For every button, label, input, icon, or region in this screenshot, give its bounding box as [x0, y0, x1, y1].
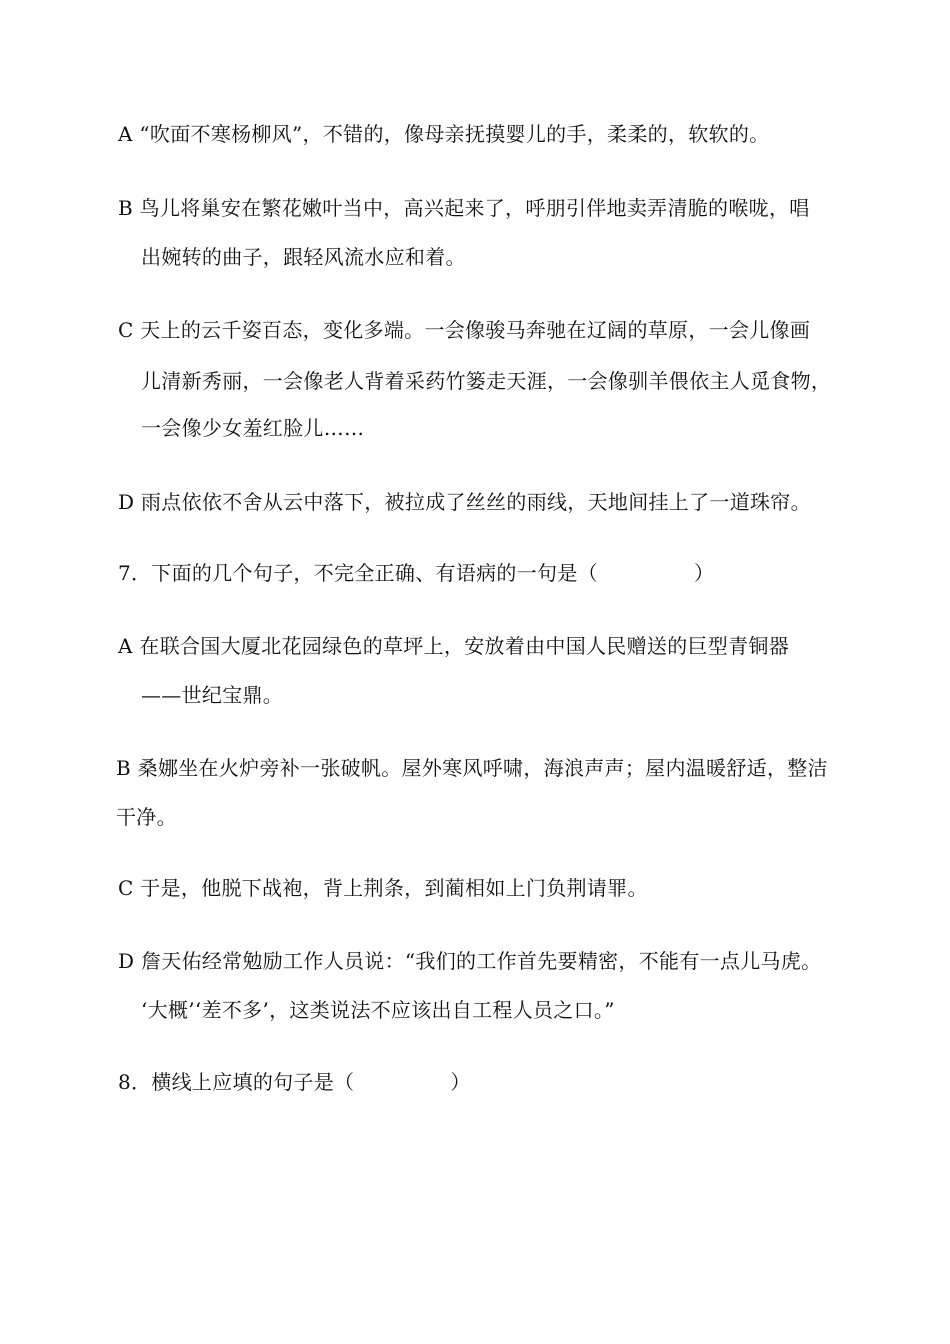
q7-option-b-line2: 干净。 — [116, 805, 177, 829]
q7-option-a-line2: ——世纪宝鼎。 — [141, 683, 284, 707]
q6-option-a: A “吹面不寒杨柳风”，不错的，像母亲抚摸婴儿的手，柔柔的，软软的。 — [118, 122, 770, 146]
q8-stem-text: 8．横线上应填的句子是（ — [118, 1070, 355, 1094]
q7-stem-text: 7．下面的几个句子，不完全正确、有语病的一句是（ — [118, 561, 598, 585]
q7-option-d-line2: ‘大概’‘差不多’，这类说法不应该出自工程人员之口。” — [141, 998, 615, 1022]
q8-stem — [118, 1068, 471, 1096]
q7-option-d-line1: D 詹天佑经常勉励工作人员说：“我们的工作首先要精密，不能有一点儿马虎。 — [118, 949, 822, 973]
q6-option-b-line1: B 鸟儿将巢安在繁花嫩叶当中，高兴起来了，呼朋引伴地卖弄清脆的喉咙，唱 — [118, 196, 810, 220]
q7-stem — [118, 559, 714, 587]
q6-option-c-line2: 儿清新秀丽，一会像老人背着采药竹篓走天涯，一会像驯羊偎依主人觅食物， — [141, 369, 832, 393]
q7-stem-close: ） — [693, 561, 715, 585]
q6-option-c-line1: C 天上的云千姿百态，变化多端。一会像骏马奔驰在辽阔的草原，一会儿像画 — [118, 318, 811, 342]
q6-option-c-line3: 一会像少女羞红脸儿…… — [141, 416, 365, 440]
q7-option-a-line1: A 在联合国大厦北花园绿色的草坪上，安放着由中国人民赠送的巨型青铜器 — [118, 634, 789, 658]
q7-option-c: C 于是，他脱下战袍，背上荆条，到蔺相如上门负荆请罪。 — [118, 876, 648, 900]
q6-option-d: D 雨点依依不舍从云中落下，被拉成了丝丝的雨线，天地间挂上了一道珠帘。 — [118, 490, 811, 514]
q6-option-b-line2: 出婉转的曲子，跟轻风流水应和着。 — [141, 245, 466, 269]
q8-stem-close: ） — [450, 1070, 471, 1094]
q7-option-b-line1: B 桑娜坐在火炉旁补一张破帆。屋外寒风呼啸，海浪声声；屋内温暖舒适，整洁 — [116, 756, 828, 780]
